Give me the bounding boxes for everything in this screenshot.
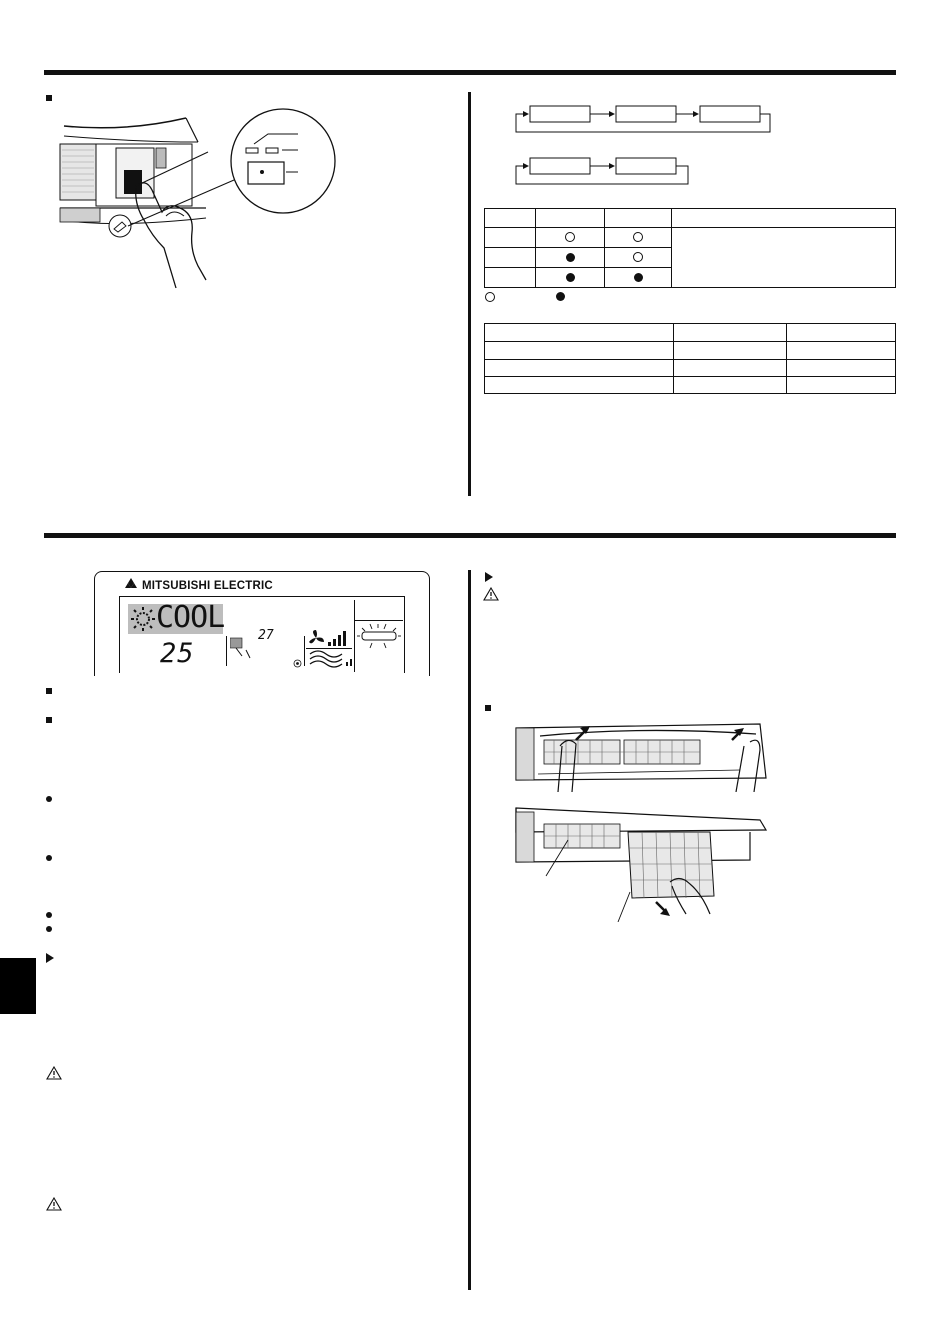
- caution-icon: [46, 1066, 62, 1080]
- middle-section-rule: [44, 533, 896, 538]
- lcd-mode-text: COOL: [156, 600, 225, 635]
- fan-speed-icon: [308, 628, 352, 648]
- list-dot: [46, 796, 52, 802]
- sun-mode-icon: [130, 606, 156, 632]
- led-on-dot: [566, 273, 575, 282]
- lcd-divider: [226, 636, 227, 666]
- list-dot: [46, 926, 52, 932]
- lcd-right-divider-h: [354, 620, 403, 621]
- lcd-room-temperature: 27: [258, 628, 274, 643]
- section-bullet: [485, 705, 491, 711]
- legend-off-circle: [485, 292, 495, 302]
- sensor-dot-icon: [293, 659, 302, 668]
- language-tab: [0, 958, 36, 1014]
- caution-icon: [46, 1197, 62, 1211]
- section-bullet: [46, 717, 52, 723]
- brand-name: MITSUBISHI ELECTRIC: [142, 580, 273, 592]
- lcd-set-temperature: 25: [160, 638, 195, 669]
- arrow-marker: [46, 953, 54, 963]
- remove-air-filter-illustration: [510, 802, 772, 922]
- vane-icon: [230, 636, 254, 662]
- mode-cycle-flow-diagram-1: [510, 100, 780, 136]
- led-on-dot: [634, 273, 643, 282]
- list-dot: [46, 912, 52, 918]
- filter-sign-blinking-icon: [356, 622, 402, 652]
- top-section-rule: [44, 70, 896, 75]
- list-dot: [46, 855, 52, 861]
- top-column-divider: [468, 92, 471, 496]
- led-on-dot: [566, 253, 575, 262]
- section-bullet: [46, 688, 52, 694]
- mitsubishi-logo-icon: [122, 578, 140, 593]
- open-front-panel-illustration: [510, 716, 780, 792]
- led-off-circle: [633, 252, 643, 262]
- legend-on-dot: [556, 292, 565, 301]
- section-bullet: [46, 95, 52, 101]
- led-off-circle: [565, 232, 575, 242]
- lcd-divider: [304, 636, 305, 666]
- settings-table: [484, 323, 896, 394]
- led-status-table: [484, 208, 896, 288]
- bottom-column-divider: [468, 570, 471, 1290]
- arrow-marker: [485, 572, 493, 582]
- led-off-circle: [633, 232, 643, 242]
- mode-cycle-flow-diagram-2: [510, 152, 700, 188]
- louver-swing-icon: [308, 650, 354, 668]
- lcd-right-divider: [354, 600, 355, 672]
- lcd-fan-rule: [306, 648, 352, 649]
- led-magnified-callout: [228, 106, 338, 216]
- caution-icon: [483, 587, 499, 601]
